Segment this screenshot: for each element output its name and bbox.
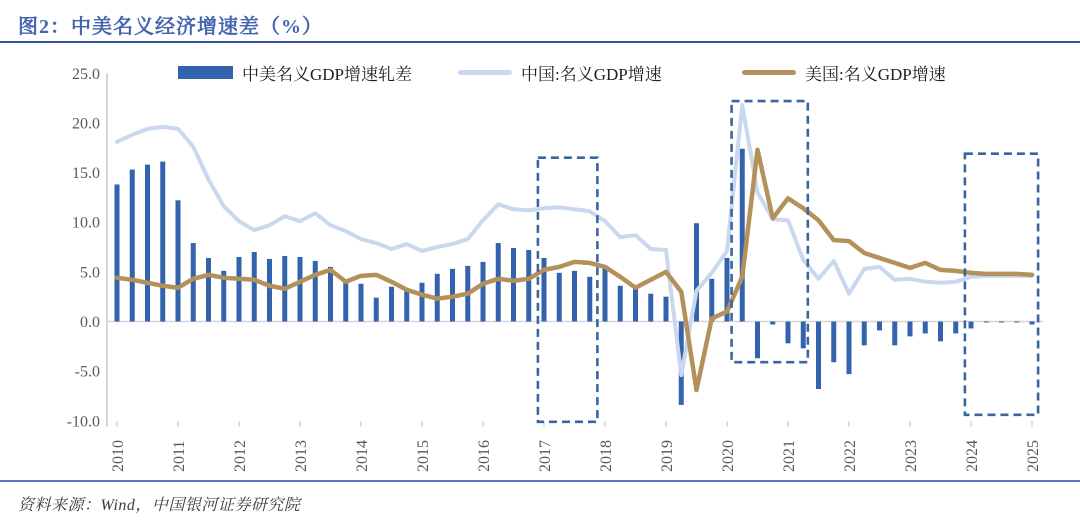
y-tick-label: -10.0 bbox=[66, 413, 100, 431]
diff-bar bbox=[252, 252, 257, 322]
diff-bar bbox=[481, 262, 486, 322]
diff-bar bbox=[1014, 322, 1019, 323]
diff-bar bbox=[664, 297, 669, 322]
x-tick-label: 2023 bbox=[903, 440, 920, 472]
diff-bar bbox=[237, 257, 242, 322]
y-tick-label: 10.0 bbox=[72, 214, 100, 232]
x-tick-label: 2018 bbox=[598, 440, 615, 472]
diff-bar bbox=[938, 322, 943, 342]
y-tick-label: -5.0 bbox=[74, 363, 100, 381]
diff-bar bbox=[770, 322, 775, 325]
diff-bar bbox=[755, 322, 760, 359]
y-tick-label: 0.0 bbox=[80, 314, 100, 331]
diff-bar bbox=[633, 289, 638, 322]
diff-bar bbox=[648, 294, 653, 322]
diff-bar bbox=[359, 284, 364, 322]
diff-bar bbox=[343, 282, 348, 322]
diff-bar bbox=[587, 277, 592, 322]
x-tick-label: 2010 bbox=[110, 440, 127, 472]
diff-bar bbox=[557, 273, 562, 322]
diff-bar bbox=[831, 322, 836, 363]
diff-bar bbox=[420, 283, 425, 322]
diff-bar bbox=[572, 271, 577, 322]
figure-title: 图2：中美名义经济增速差（%） bbox=[18, 16, 323, 38]
diff-bar bbox=[160, 162, 165, 322]
diff-bar bbox=[313, 261, 318, 322]
diff-bar bbox=[999, 322, 1004, 323]
bottom-divider bbox=[0, 480, 1080, 482]
x-tick-label: 2019 bbox=[659, 440, 676, 472]
legend-label-china: 中国:名义GDP增速 bbox=[521, 64, 662, 84]
x-tick-label: 2024 bbox=[964, 440, 981, 472]
diff-bar bbox=[618, 286, 623, 322]
source-note: 资料来源：Wind，中国银河证券研究院 bbox=[18, 497, 301, 514]
x-tick-label: 2016 bbox=[476, 440, 493, 472]
diff-bar bbox=[923, 322, 928, 334]
diff-bar bbox=[892, 322, 897, 346]
diff-bar bbox=[176, 200, 181, 321]
diff-bar bbox=[1030, 322, 1035, 325]
diff-bar bbox=[816, 322, 821, 390]
x-tick-label: 2017 bbox=[537, 440, 554, 472]
diff-bar bbox=[709, 279, 714, 322]
x-tick-label: 2011 bbox=[171, 440, 188, 472]
diff-bar bbox=[298, 257, 303, 322]
diff-bar bbox=[206, 258, 211, 322]
y-tick-label: 25.0 bbox=[72, 65, 100, 83]
y-tick-label: 5.0 bbox=[80, 264, 100, 282]
diff-bar bbox=[145, 165, 150, 322]
diff-bar bbox=[786, 322, 791, 344]
diff-bar bbox=[953, 322, 958, 334]
diff-bar bbox=[115, 184, 120, 321]
x-tick-label: 2014 bbox=[354, 440, 371, 472]
diff-bar bbox=[374, 298, 379, 322]
highlight-box bbox=[965, 154, 1038, 415]
diff-bar bbox=[496, 243, 501, 321]
diff-bar bbox=[328, 267, 333, 322]
x-tick-label: 2015 bbox=[415, 440, 432, 472]
diff-bar bbox=[847, 322, 852, 375]
x-tick-label: 2012 bbox=[232, 440, 249, 472]
diff-bar bbox=[908, 322, 913, 337]
diff-bar bbox=[801, 322, 806, 349]
legend-label-diff: 中美名义GDP增速轧差 bbox=[242, 64, 413, 84]
x-tick-label: 2022 bbox=[842, 440, 859, 472]
x-tick-label: 2020 bbox=[720, 440, 737, 472]
diff-bar bbox=[603, 266, 608, 322]
diff-bar bbox=[130, 170, 135, 322]
diff-bar bbox=[740, 149, 745, 322]
diff-bar bbox=[389, 287, 394, 322]
diff-bar bbox=[862, 322, 867, 346]
x-tick-label: 2025 bbox=[1025, 440, 1042, 472]
y-tick-label: 20.0 bbox=[72, 115, 100, 133]
diff-bar bbox=[984, 322, 989, 323]
x-tick-label: 2021 bbox=[781, 440, 798, 472]
y-tick-label: 15.0 bbox=[72, 165, 100, 183]
x-tick-label: 2013 bbox=[293, 440, 310, 472]
legend-label-us: 美国:名义GDP增速 bbox=[805, 64, 946, 84]
diff-bar bbox=[404, 291, 409, 322]
diff-bar bbox=[969, 322, 974, 329]
diff-bar bbox=[526, 250, 531, 321]
diff-bar bbox=[511, 248, 516, 321]
diff-bar bbox=[267, 259, 272, 322]
diff-bar bbox=[877, 322, 882, 331]
